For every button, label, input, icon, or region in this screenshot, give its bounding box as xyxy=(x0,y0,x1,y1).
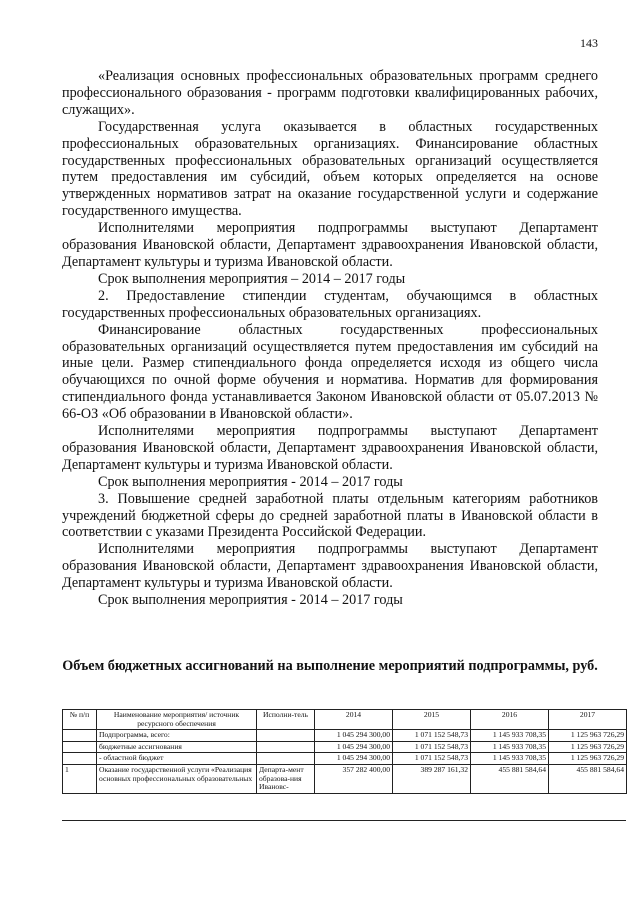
budget-table xyxy=(62,709,627,794)
cell-2015: 389 287 161,32 xyxy=(393,764,471,793)
header-executor: Исполни-тель xyxy=(257,710,315,730)
cell-2014: 357 282 400,00 xyxy=(315,764,393,793)
cell-2014: 1 045 294 300,00 xyxy=(315,753,393,765)
cell-2015: 1 071 152 548,73 xyxy=(393,730,471,742)
paragraph: Исполнителями мероприятия подпрограммы выступают Департамент образования Ивановской области, Департамент здравоохранения Ивановской области, Департамент культуры и туризма Ивановской области. xyxy=(62,541,598,592)
cell-2014: 1 045 294 300,00 xyxy=(315,741,393,753)
cell-2017: 455 881 584,64 xyxy=(549,764,627,793)
cell-num: 1 xyxy=(63,764,97,793)
cell-name: Оказание государственной услуги «Реализация основных профессиональных образовательных xyxy=(97,764,257,793)
cell-name: Подпрограмма, всего: xyxy=(97,730,257,742)
paragraph: Государственная услуга оказывается в областных государственных профессиональных образовательных организациях. Финансирование областных государственных профессиональных образовательных организаций осуществляется путем предоставления им субсидий, объем которых определяется на основе утвержденных нормативов затрат на оказание государственной услуги и содержание государственного имущества. xyxy=(62,118,598,220)
cell-executor xyxy=(257,753,315,765)
cell-num xyxy=(63,753,97,765)
paragraph: Исполнителями мероприятия подпрограммы выступают Департамент образования Ивановской области, Департамент здравоохранения Ивановской области, Департамент культуры и туризма Ивановской области. xyxy=(62,423,598,473)
cell-executor xyxy=(257,741,315,753)
cell-2017: 1 125 963 726,29 xyxy=(549,753,627,765)
body-text xyxy=(62,68,598,609)
header-2015: 2015 xyxy=(393,710,471,730)
paragraph: Исполнителями мероприятия подпрограммы выступают Департамент образования Ивановской области, Департамент здравоохранения Ивановской области, Департамент культуры и туризма Ивановской области. xyxy=(62,220,598,270)
cell-executor xyxy=(257,730,315,742)
cell-2016: 1 145 933 708,35 xyxy=(471,730,549,742)
cell-2016: 455 881 584,64 xyxy=(471,764,549,793)
cell-2014: 1 045 294 300,00 xyxy=(315,730,393,742)
paragraph: 3. Повышение средней заработной платы отдельным категориям работников учреждений бюджетной сферы до средней заработной платы в Ивановской области в соответствии с указами Президента Российской Федерации. xyxy=(62,490,598,541)
paragraph: Срок выполнения мероприятия - 2014 – 2017 годы xyxy=(98,592,403,609)
cell-2015: 1 071 152 548,73 xyxy=(393,741,471,753)
table-title: Объем бюджетных ассигнований на выполнение мероприятий подпрограммы, руб. xyxy=(62,658,598,674)
page-bottom-mask xyxy=(0,821,640,905)
table-row xyxy=(63,753,627,765)
table-row xyxy=(63,764,627,793)
cell-name: бюджетные ассигнования xyxy=(97,741,257,753)
paragraph: 2. Предоставление стипендии студентам, обучающимся в областных государственных профессиональных образовательных организациях. xyxy=(62,287,598,321)
cell-2017: 1 125 963 726,29 xyxy=(549,741,627,753)
table-header-row xyxy=(63,710,627,730)
table-bottom-rule xyxy=(62,820,626,821)
header-num: № п/п xyxy=(63,710,97,730)
cell-name: - областной бюджет xyxy=(97,753,257,765)
cell-2016: 1 145 933 708,35 xyxy=(471,753,549,765)
header-2017: 2017 xyxy=(549,710,627,730)
cell-num xyxy=(63,730,97,742)
cell-2016: 1 145 933 708,35 xyxy=(471,741,549,753)
cell-num xyxy=(63,741,97,753)
table-row xyxy=(63,741,627,753)
cell-2017: 1 125 963 726,29 xyxy=(549,730,627,742)
header-2014: 2014 xyxy=(315,710,393,730)
paragraph: Срок выполнения мероприятия - 2014 – 2017 годы xyxy=(98,473,403,490)
table-row xyxy=(63,730,627,742)
cell-2015: 1 071 152 548,73 xyxy=(393,753,471,765)
paragraph: Срок выполнения мероприятия – 2014 – 2017 годы xyxy=(98,270,406,287)
header-name: Наименование мероприятия/ источник ресурсного обеспечения xyxy=(97,710,257,730)
paragraph: «Реализация основных профессиональных образовательных программ среднего профессионального образования - программ подготовки квалифицированных рабочих, служащих». xyxy=(62,68,598,118)
paragraph: Финансирование областных государственных профессиональных образовательных организаций осуществляется путем предоставления им субсидий на иные цели. Размер стипендиального фонда определяется исходя из общего числа обучающихся по очной форме обучения и норматива. Норматив для формирования стипендиального фонда устанавливается Законом Ивановской области от 05.07.2013 № 66-ОЗ «Об образовании в Ивановской области». xyxy=(62,321,598,423)
header-2016: 2016 xyxy=(471,710,549,730)
cell-executor: Департа-мент образова-ния Ивановс- xyxy=(257,764,315,793)
page-number: 143 xyxy=(580,36,598,50)
